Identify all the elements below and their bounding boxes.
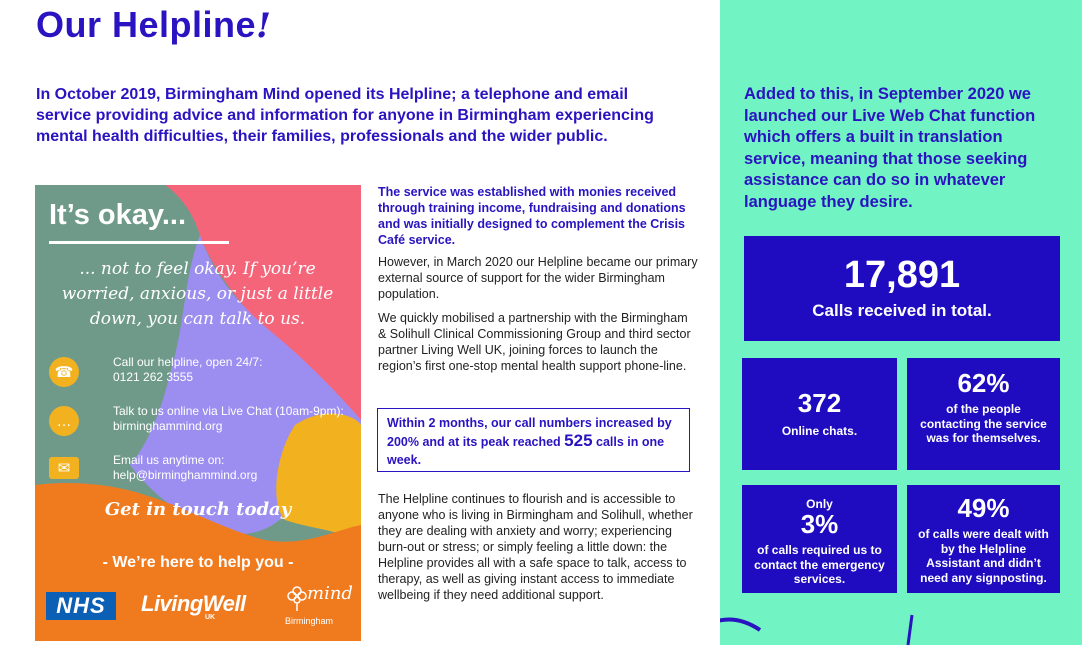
stat-no-signposting-label: of calls were dealt with by the Helpline Assistant and didn’t need any signposting. — [918, 527, 1049, 585]
callout-text-a: Within 2 months, our call numbers increased by 200% and at its peak reached — [387, 416, 672, 449]
nhs-logo: NHS — [46, 592, 116, 620]
stat-no-signposting-value: 49% — [957, 493, 1010, 523]
stat-total-calls-value: 17,891 — [843, 254, 961, 296]
contact-phone-number[interactable]: 0121 262 3555 — [113, 370, 194, 384]
contact-email-label: Email us anytime on: — [113, 453, 225, 467]
stat-emergency-label: of calls required us to contact the emergency services. — [754, 543, 885, 586]
decorative-scribble — [720, 590, 1082, 645]
livingwell-logo-sub: UK — [205, 614, 216, 621]
contact-phone-label: Call our helpline, open 24/7: — [113, 355, 263, 369]
stat-self-contact — [907, 358, 1060, 470]
livingwell-logo: LivingWell — [141, 591, 246, 616]
intro-paragraph: In October 2019, Birmingham Mind opened its Helpline; a telephone and email service providing advice and information for anyone in Birmingham experiencing mental health difficulties, their families, professionals and the wider public. — [36, 86, 654, 145]
contact-email-address[interactable]: help@birminghammind.org — [113, 468, 258, 482]
stat-self-contact-label: of the people contacting the service was for themselves. — [920, 402, 1047, 445]
stat-emergency-prefix: Only — [806, 497, 833, 511]
get-in-touch-text: Get in touch today — [104, 499, 292, 520]
stat-self-contact-value: 62% — [957, 368, 1010, 398]
partnership-paragraph: We quickly mobilised a partnership with the Birmingham & Solihull Clinical Commissioning Group and third sector partner Living Well UK, joining forces to launch the region’s first one-stop mental health support phone-line. — [378, 311, 691, 373]
contact-chat-url[interactable]: birminghammind.org — [113, 419, 223, 433]
poster-tagline: ... not to feel okay. If you’re worried, anxious, or just a little down, you can talk to us. — [61, 259, 334, 329]
live-web-chat-paragraph: Added to this, in September 2020 we launched our Live Web Chat function which offers a built in translation service, meaning that those seeking assistance can do so in whatever language they desire. — [744, 85, 1036, 211]
chat-icon: … — [49, 406, 79, 436]
march-2020-paragraph: However, in March 2020 our Helpline became our primary external source of support for the wider Birmingham population. — [378, 255, 698, 301]
stat-online-chats-label: Online chats. — [781, 424, 858, 438]
stat-total-calls-label: Calls received in total. — [812, 301, 992, 320]
contact-phone — [49, 355, 359, 387]
mind-logo-word: mind — [307, 583, 353, 604]
phone-icon: ☎ — [49, 357, 79, 387]
contact-chat-label: Talk to us online via Live Chat (10am-9pm): — [113, 404, 344, 418]
stat-total-calls — [744, 236, 1060, 341]
poster-heading-underline — [49, 241, 229, 244]
poster-heading: It’s okay... — [49, 199, 186, 231]
callout-text-b: calls in one week. — [387, 435, 665, 467]
here-to-help-text: - We’re here to help you - — [102, 554, 294, 571]
contact-email — [49, 453, 359, 483]
call-increase-callout — [377, 408, 690, 472]
title-exclamation-mark: ! — [256, 6, 272, 46]
stat-no-signposting — [907, 485, 1060, 593]
stat-online-chats — [742, 358, 897, 470]
helpline-flourish-paragraph: The Helpline continues to flourish and is accessible to anyone who is living in Birmingham and Solihull, whether they are dealing with anxiety and worry; experiencing burn-out or stress; or simply feeling a little down: the Helpline provides all with a safe space to talk, access to therapy, as well as giving instant access to immediate wellbeing if they need additional support. — [378, 492, 693, 602]
stats-panel — [720, 0, 1082, 645]
helpline-poster — [35, 185, 361, 641]
stat-emergency-value: 3% — [800, 509, 839, 539]
mind-logo-city: Birmingham — [285, 616, 334, 626]
mind-flower-icon — [285, 583, 309, 611]
service-established-paragraph: The service was established with monies received through training income, fundraising and donations and was initially designed to complement the Crisis Café service. — [378, 185, 686, 247]
contact-live-chat — [49, 404, 359, 436]
stat-emergency — [742, 485, 897, 593]
page-title: Our Helpline! — [36, 4, 272, 46]
callout-peak-number: 525 — [564, 431, 593, 450]
envelope-icon: ✉ — [49, 457, 79, 479]
stat-online-chats-value: 372 — [797, 388, 842, 418]
